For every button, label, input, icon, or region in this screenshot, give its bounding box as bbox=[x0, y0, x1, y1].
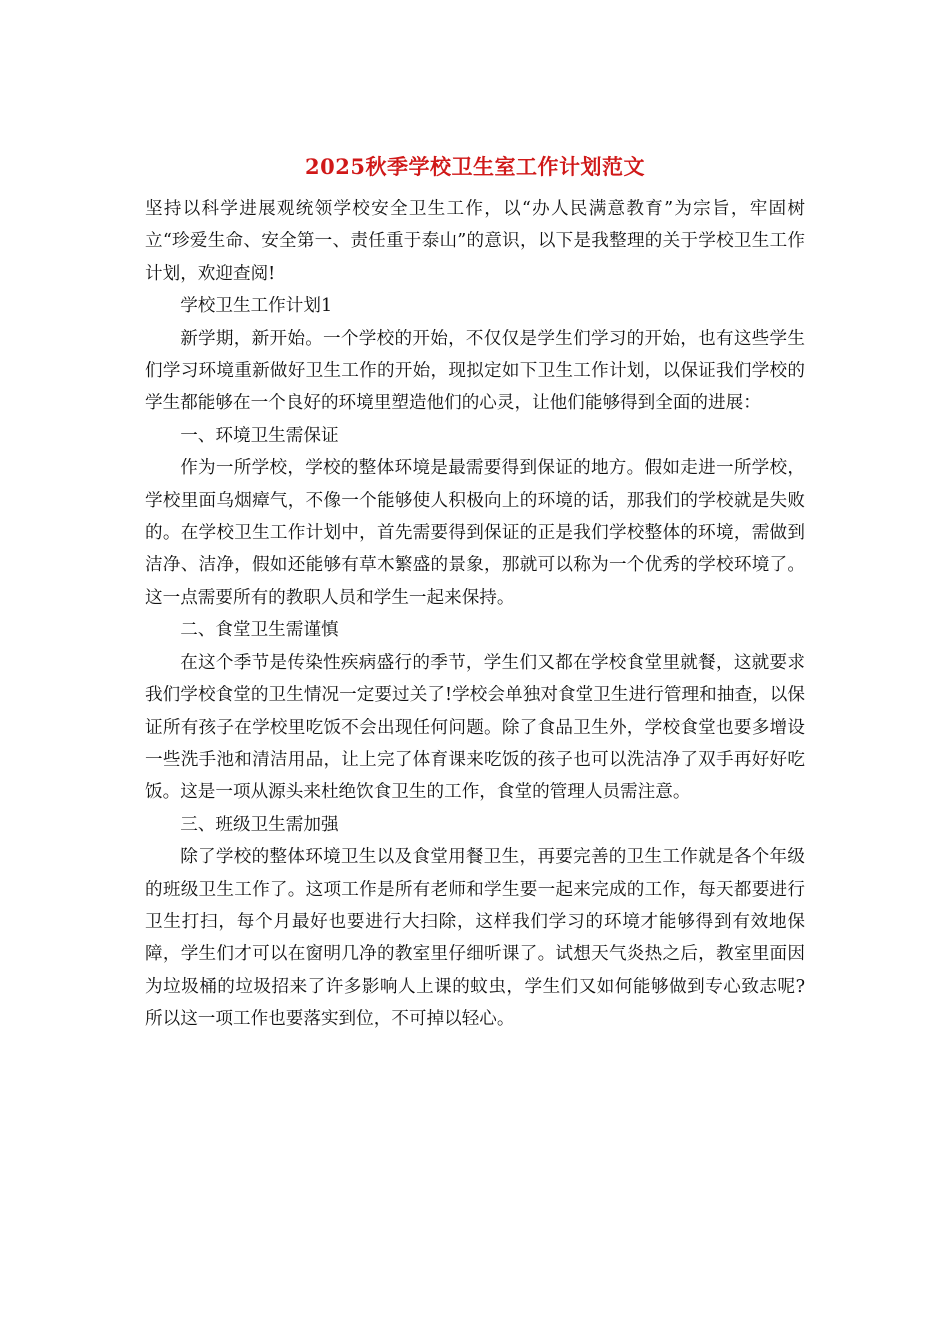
document-title: 2025秋季学校卫生室工作计划范文 bbox=[305, 154, 645, 179]
section-heading-canteen: 二、食堂卫生需谨慎 bbox=[180, 620, 339, 641]
section-heading-classroom: 三、班级卫生需加强 bbox=[180, 814, 339, 835]
plan-heading: 学校卫生工作计划1 bbox=[180, 296, 333, 317]
intro-paragraph: 坚持以科学进展观统领学校安全卫生工作，以“办人民满意教育”为宗旨，牢固树立“珍爱生命、安全第一、责任重于泰山”的意识，以下是我整理的关于学校卫生工作计划，欢迎查阅! bbox=[145, 199, 805, 284]
section-heading-environment: 一、环境卫生需保证 bbox=[180, 425, 339, 446]
section-text-classroom: 除了学校的整体环境卫生以及食堂用餐卫生，再要完善的卫生工作就是各个年级的班级卫生工作了。这项工作是所有老师和学生要一起来完成的工作，每天都要进行卫生打扫，每个月最好也要进行大扫除，这样我们学习的环境才能够得到有效地保障，学生们才可以在窗明几净的教室里仔细听课了。试想天气炎热之后，教室里面因为垃圾桶的垃圾招来了许多影响人上课的蚊虫，学生们又如何能够做到专心致志呢?所以这一项工作也要落实到位，不可掉以轻心。 bbox=[145, 847, 805, 1030]
opening-paragraph: 新学期，新开始。一个学校的开始，不仅仅是学生们学习的开始，也有这些学生们学习环境重新做好卫生工作的开始，现拟定如下卫生工作计划，以保证我们学校的学生都能够在一个良好的环境里塑造他们的心灵，让他们能够得到全面的进展： bbox=[145, 328, 805, 414]
section-text-canteen: 在这个季节是传染性疾病盛行的季节，学生们又都在学校食堂里就餐，这就要求我们学校食堂的卫生情况一定要过关了!学校会单独对食堂卫生进行管理和抽查，以保证所有孩子在学校里吃饭不会出现任何问题。除了食品卫生外，学校食堂也要多增设一些洗手池和清洁用品，让上完了体育课来吃饭的孩子也可以洗洁净了双手再好好吃饭。这是一项从源头来杜绝饮食卫生的工作，食堂的管理人员需注意。 bbox=[145, 652, 805, 803]
document-body bbox=[145, 193, 805, 1036]
section-text-environment: 作为一所学校，学校的整体环境是最需要得到保证的地方。假如走进一所学校，学校里面乌烟瘴气，不像一个能够使人积极向上的环境的话，那我们的学校就是失败的。在学校卫生工作计划中，首先需要得到保证的正是我们学校整体的环境，需做到洁净、洁净，假如还能够有草木繁盛的景象，那就可以称为一个优秀的学校环境了。这一点需要所有的教职人员和学生一起来保持。 bbox=[145, 458, 805, 608]
